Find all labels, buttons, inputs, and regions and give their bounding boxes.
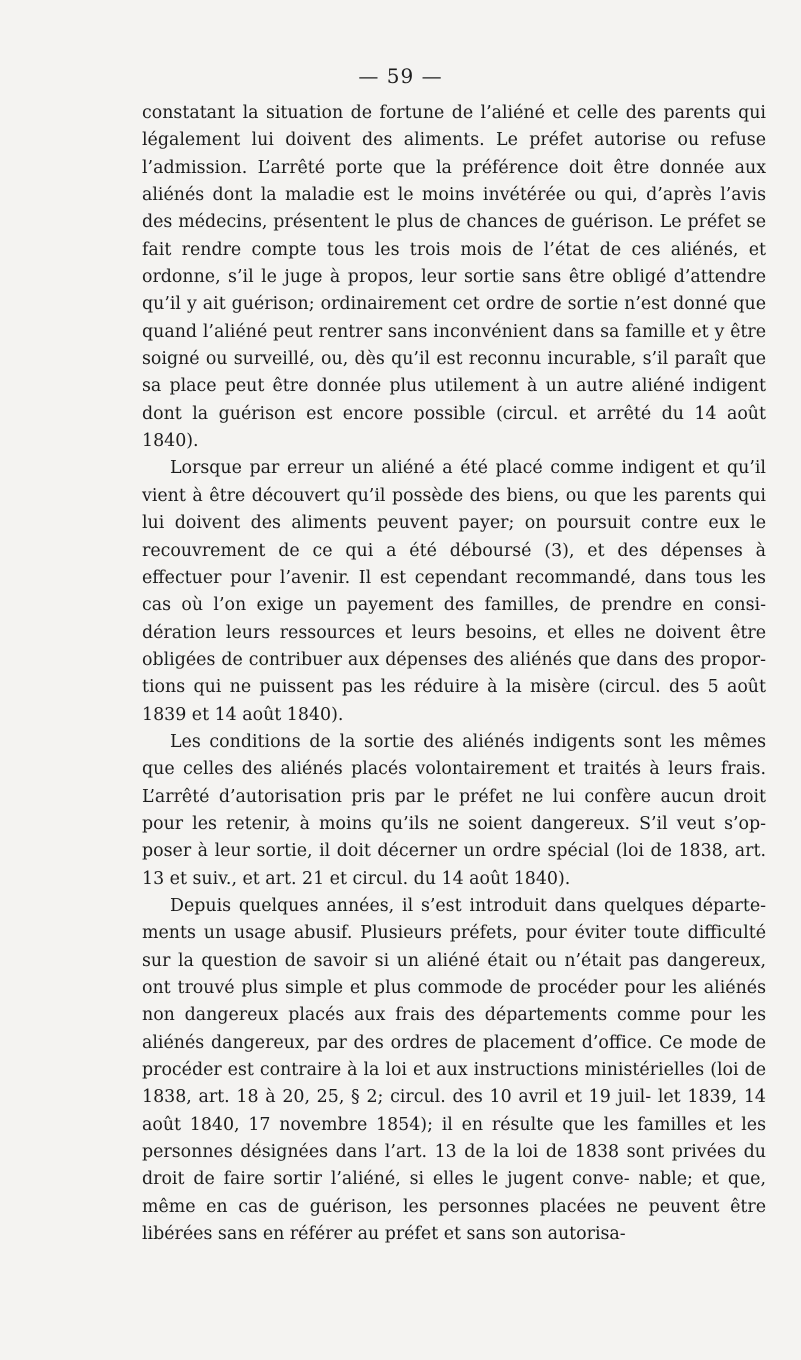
paragraph-4: Depuis quelques années, il s’est introduit dans quelques départe- ments un usage abusif. Plusieurs préfets, pour éviter toute difficulté sur la question de savoir si un aliéné était ou n’était pas dangereux, ont trouvé plus simple et plus commode de procéder pour les aliénés non dangereux placés aux frais des départements comme pour les aliénés dangereux, par des ordres de placement d’office. Ce mode de procéder est contraire à la loi et aux instructions ministérielles (loi de 1838, art. 18 à 20, 25, § 2; circul. des 10 avril et 19 juil- let 1839, 14 août 1840, 17 novembre 1854); il en résulte que les familles et les personnes désignées dans l’art. 13 de la loi de 1838 sont privées du droit de faire sortir l’aliéné, si elles le jugent conve- nable; et que, même en cas de guérison, les personnes placées ne peuvent être libérées sans en référer au préfet et sans son autorisa- [142,895,766,1245]
paragraph-3: Les conditions de la sortie des aliénés indigents sont les mêmes que celles des aliénés placés volontairement et traités à leurs frais. L’arrêté d’autorisation pris par le préfet ne lui confère aucun droit pour les retenir, à moins qu’ils ne soient dangereux. S’il veut s’op- poser à leur sortie, il doit décerner un ordre spécial (loi de 1838, art. 13 et suiv., et art. 21 et circul. du 14 août 1840). [142,731,766,889]
page-number: — 59 — [358,64,443,88]
paragraph-1: constatant la situation de fortune de l’aliéné et celle des parents qui légalement lui doivent des aliments. Le préfet autorise ou refuse l’admission. L’arrêté porte que la préférence doit être donnée aux aliénés dont la maladie est le moins invétérée ou qui, d’après l’avis des médecins, présentent le plus de chances de guérison. Le préfet se fait rendre compte tous les trois mois de l’état de ces aliénés, et ordonne, s’il le juge à propos, leur sortie sans être obligé d’attendre qu’il y ait guérison; ordinairement cet ordre de sortie n’est donné que quand l’aliéné peut rentrer sans inconvénient dans sa famille et y être soigné ou surveillé, ou, dès qu’il est reconnu incurable, s’il paraît que sa place peut être donnée plus utilement à un autre aliéné indigent dont la guérison est encore possible (circul. et arrêté du 14 août 1840). [142,103,766,452]
body-text [142,100,766,1248]
paragraph-2: Lorsque par erreur un aliéné a été placé comme indigent et qu’il vient à être découvert qu’il possède des biens, ou que les parents qui lui doivent des aliments peuvent payer; on poursuit contre eux le recouvrement de ce qui a été déboursé (3), et des dépenses à effectuer pour l’avenir. Il est cependant recommandé, dans tous les cas où l’on exige un payement des familles, de prendre en consi- dération leurs ressources et leurs besoins, et elles ne doivent être obligées de contribuer aux dépenses des aliénés que dans des propor- tions qui ne puissent pas les réduire à la misère (circul. des 5 août 1839 et 14 août 1840). [142,458,766,725]
